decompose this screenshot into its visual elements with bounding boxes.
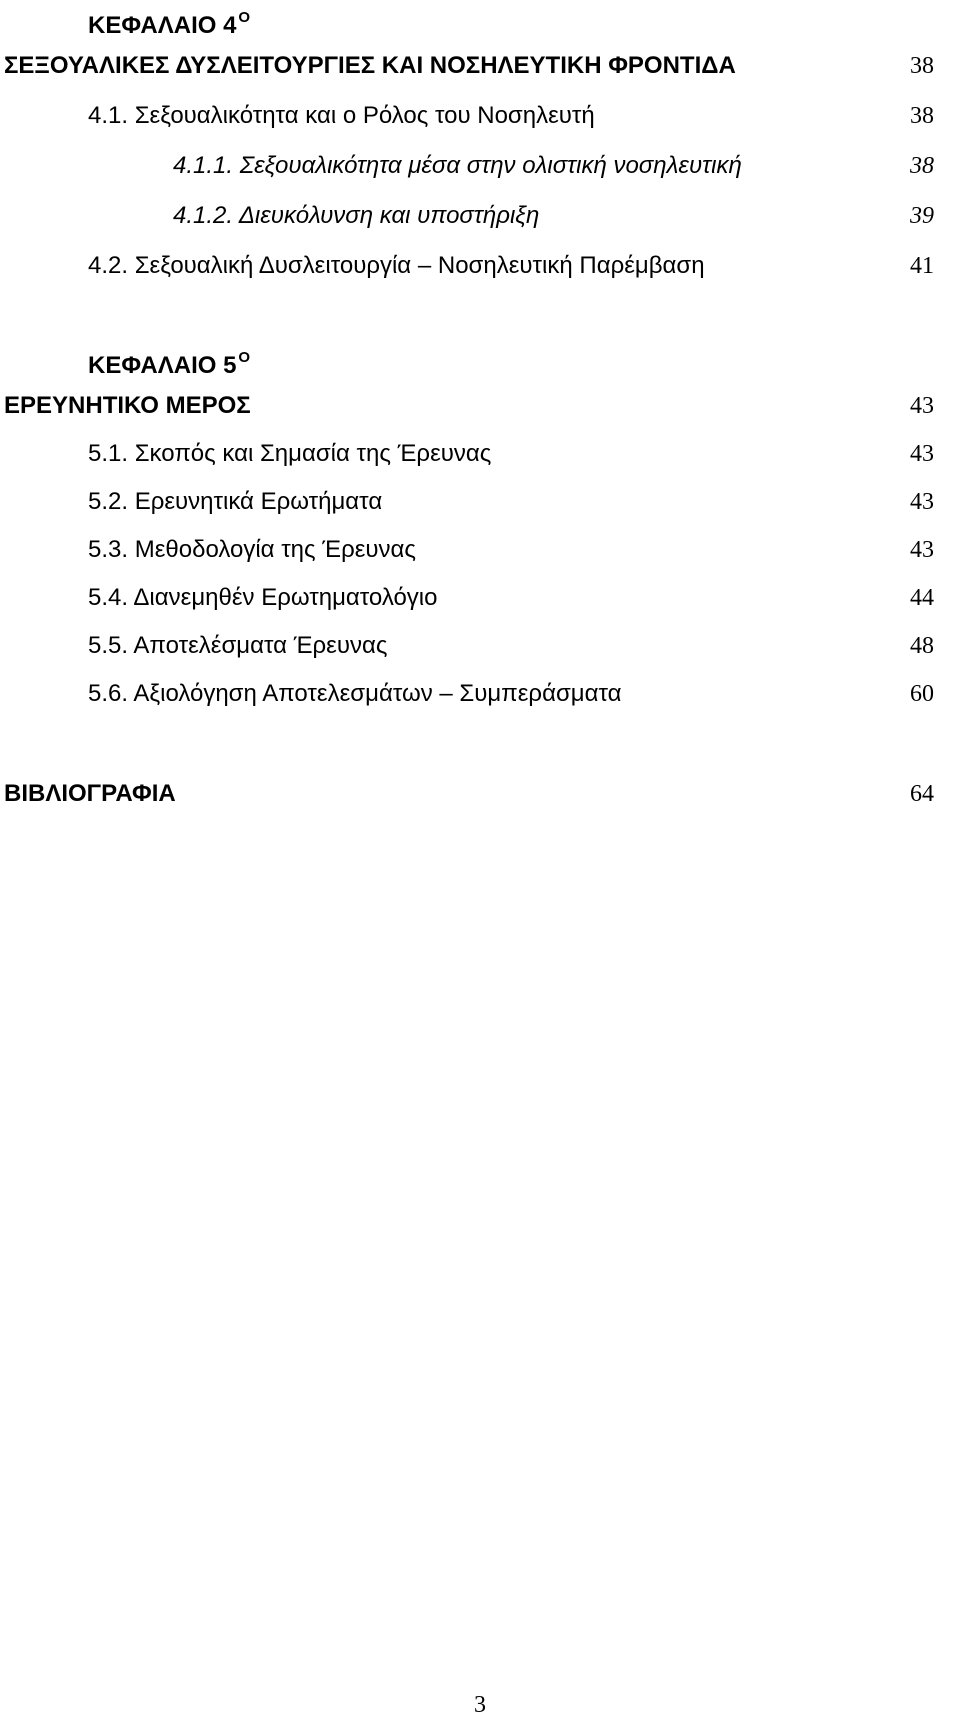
chapter-5-heading-text: ΚΕΦΑΛΑΙΟ 5 <box>88 352 237 379</box>
toc-entry-page: 38 <box>910 153 934 179</box>
toc-chapter-4-title[interactable] <box>0 46 960 86</box>
page-number: 3 <box>474 1692 486 1718</box>
toc-chapter-4-title-page: 38 <box>910 53 934 79</box>
toc-entry-5-4[interactable] <box>0 578 960 618</box>
toc-entry-page: 43 <box>910 441 934 467</box>
toc-entry-label: 4.1.1. Σεξουαλικότητα μέσα στην ολιστική νοσηλευτική <box>173 152 742 179</box>
toc-chapter-5-title[interactable] <box>0 386 960 426</box>
toc-entry-5-3[interactable] <box>0 530 960 570</box>
toc-chapter-5-title-label: ΕΡΕΥΝΗΤΙΚΟ ΜΕΡΟΣ <box>4 392 251 419</box>
toc-entry-label: 4.1. Σεξουαλικότητα και ο Ρόλος του Νοσηλευτή <box>88 102 595 129</box>
chapter-5-heading <box>88 340 250 386</box>
toc-chapter-4-title-label: ΣΕΞΟΥΑΛΙΚΕΣ ΔΥΣΛΕΙΤΟΥΡΓΙΕΣ ΚΑΙ ΝΟΣΗΛΕΥΤΙΚΗ ΦΡΟΝΤΙΔΑ <box>4 52 736 79</box>
toc-entry-5-1[interactable] <box>0 434 960 474</box>
toc-entry-page: 39 <box>910 203 934 229</box>
toc-entry-page: 60 <box>910 681 934 707</box>
chapter-4-heading-sup: Ο <box>238 9 251 26</box>
chapter-4-heading-text: ΚΕΦΑΛΑΙΟ 4 <box>88 12 237 39</box>
toc-entry-4-2[interactable] <box>0 246 960 286</box>
toc-entry-5-6[interactable] <box>0 674 960 714</box>
toc-entry-page: 43 <box>910 489 934 515</box>
toc-entry-page: 41 <box>910 253 934 279</box>
toc-chapter-5-title-page: 43 <box>910 393 934 419</box>
toc-entry-label: 5.6. Αξιολόγηση Αποτελεσμάτων – Συμπεράσματα <box>88 680 622 707</box>
toc-bibliography-label: ΒΙΒΛΙΟΓΡΑΦΙΑ <box>4 780 176 807</box>
toc-entry-label: 4.2. Σεξουαλική Δυσλειτουργία – Νοσηλευτική Παρέμβαση <box>88 252 705 279</box>
toc-entry-label: 5.4. Διανεμηθέν Ερωτηματολόγιο <box>88 584 438 611</box>
toc-entry-label: 5.1. Σκοπός και Σημασία της Έρευνας <box>88 440 492 467</box>
toc-entry-label: 5.2. Ερευνητικά Ερωτήματα <box>88 488 383 515</box>
chapter-4-heading <box>88 0 250 46</box>
toc-entry-label: 5.3. Μεθοδολογία της Έρευνας <box>88 536 416 563</box>
toc-entry-5-2[interactable] <box>0 482 960 522</box>
toc-entry-page: 44 <box>910 585 934 611</box>
toc-entry-4-1-1[interactable] <box>0 146 960 186</box>
toc-bibliography[interactable] <box>0 774 960 814</box>
toc-entry-4-1-2[interactable] <box>0 196 960 236</box>
toc-entry-page: 43 <box>910 537 934 563</box>
toc-entry-page: 48 <box>910 633 934 659</box>
toc-entry-5-5[interactable] <box>0 626 960 666</box>
toc-bibliography-page: 64 <box>910 781 934 807</box>
toc-entry-label: 4.1.2. Διευκόλυνση και υποστήριξη <box>173 202 540 229</box>
chapter-5-heading-sup: Ο <box>238 349 251 366</box>
toc-entry-4-1[interactable] <box>0 96 960 136</box>
toc-entry-label: 5.5. Αποτελέσματα Έρευνας <box>88 632 388 659</box>
toc-entry-page: 38 <box>910 103 934 129</box>
